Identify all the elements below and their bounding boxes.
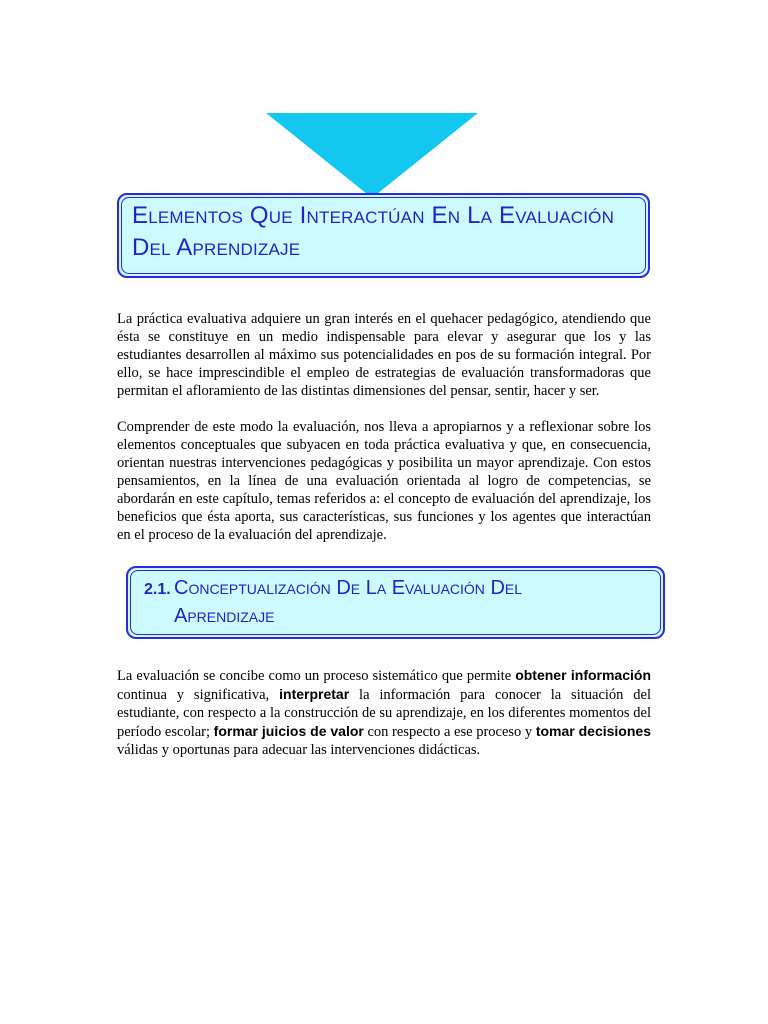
subsection-title-line1: Conceptualización De La Evaluación Del: [174, 577, 523, 599]
definition-text-4: con respecto a ese proceso y: [363, 724, 536, 740]
intro-paragraph: La práctica evaluativa adquiere un gran interés en el quehacer pedagógico, atendiendo que ésta se constituye en un medio indispensable para elevar y asegurar que los y las estudiantes desarrollen al máximo sus potencialidades en pos de su formación integral. Por ello, se hace imprescindible el empleo de estrategias de evaluación transformadoras que permitan el afloramiento de las distintas dimensiones del pensar, sentir, hacer y ser.: [117, 311, 651, 399]
keyword-obtener-informacion: obtener información: [515, 667, 651, 683]
subsection-title-box: [126, 566, 665, 639]
subsection-number: 2.1.: [144, 581, 171, 598]
section-title-line2: Del Aprendizaje: [132, 234, 301, 261]
section-title: [132, 200, 642, 264]
definition-text-3: la información para conocer la situación del estudiante, con respecto a la construcción de su aprendizaje, en los diferentes momentos del período escolar;: [117, 687, 651, 740]
definition-text-5: válidas y oportunas para adecuar las intervenciones didácticas.: [117, 742, 481, 758]
definition-text-1: La evaluación se concibe como un proceso sistemático que permite: [117, 668, 516, 684]
keyword-formar-juicios: formar juicios de valor: [213, 723, 364, 739]
decorative-triangle: [266, 113, 478, 198]
subsection-title-line2: Aprendizaje: [174, 605, 275, 627]
definition-text-2: continua y significativa,: [117, 687, 280, 703]
subsection-title: [144, 575, 654, 630]
keyword-tomar-decisiones: tomar decisiones: [535, 723, 651, 739]
section-title-line1: Elementos Que Interactúan En La Evaluación: [132, 202, 615, 229]
section-title-box: [117, 193, 650, 278]
definition-paragraph: [117, 666, 651, 759]
second-paragraph: Comprender de este modo la evaluación, nos lleva a apropiarnos y a reflexionar sobre los elementos conceptuales que subyacen en toda práctica evaluativa y que, en consecuencia, orientan nuestras intervenciones pedagógicas y posibilita un mayor aprendizaje. Con estos pensamientos, en la línea de una evaluación orientada al logro de competencias, se abordarán en este capítulo, temas referidos a: el concepto de evaluación del aprendizaje, los beneficios que ésta aporta, sus características, sus funciones y los agentes que interactúan en el proceso de la evaluación del aprendizaje.: [117, 419, 651, 543]
keyword-interpretar: interpretar: [279, 686, 350, 702]
